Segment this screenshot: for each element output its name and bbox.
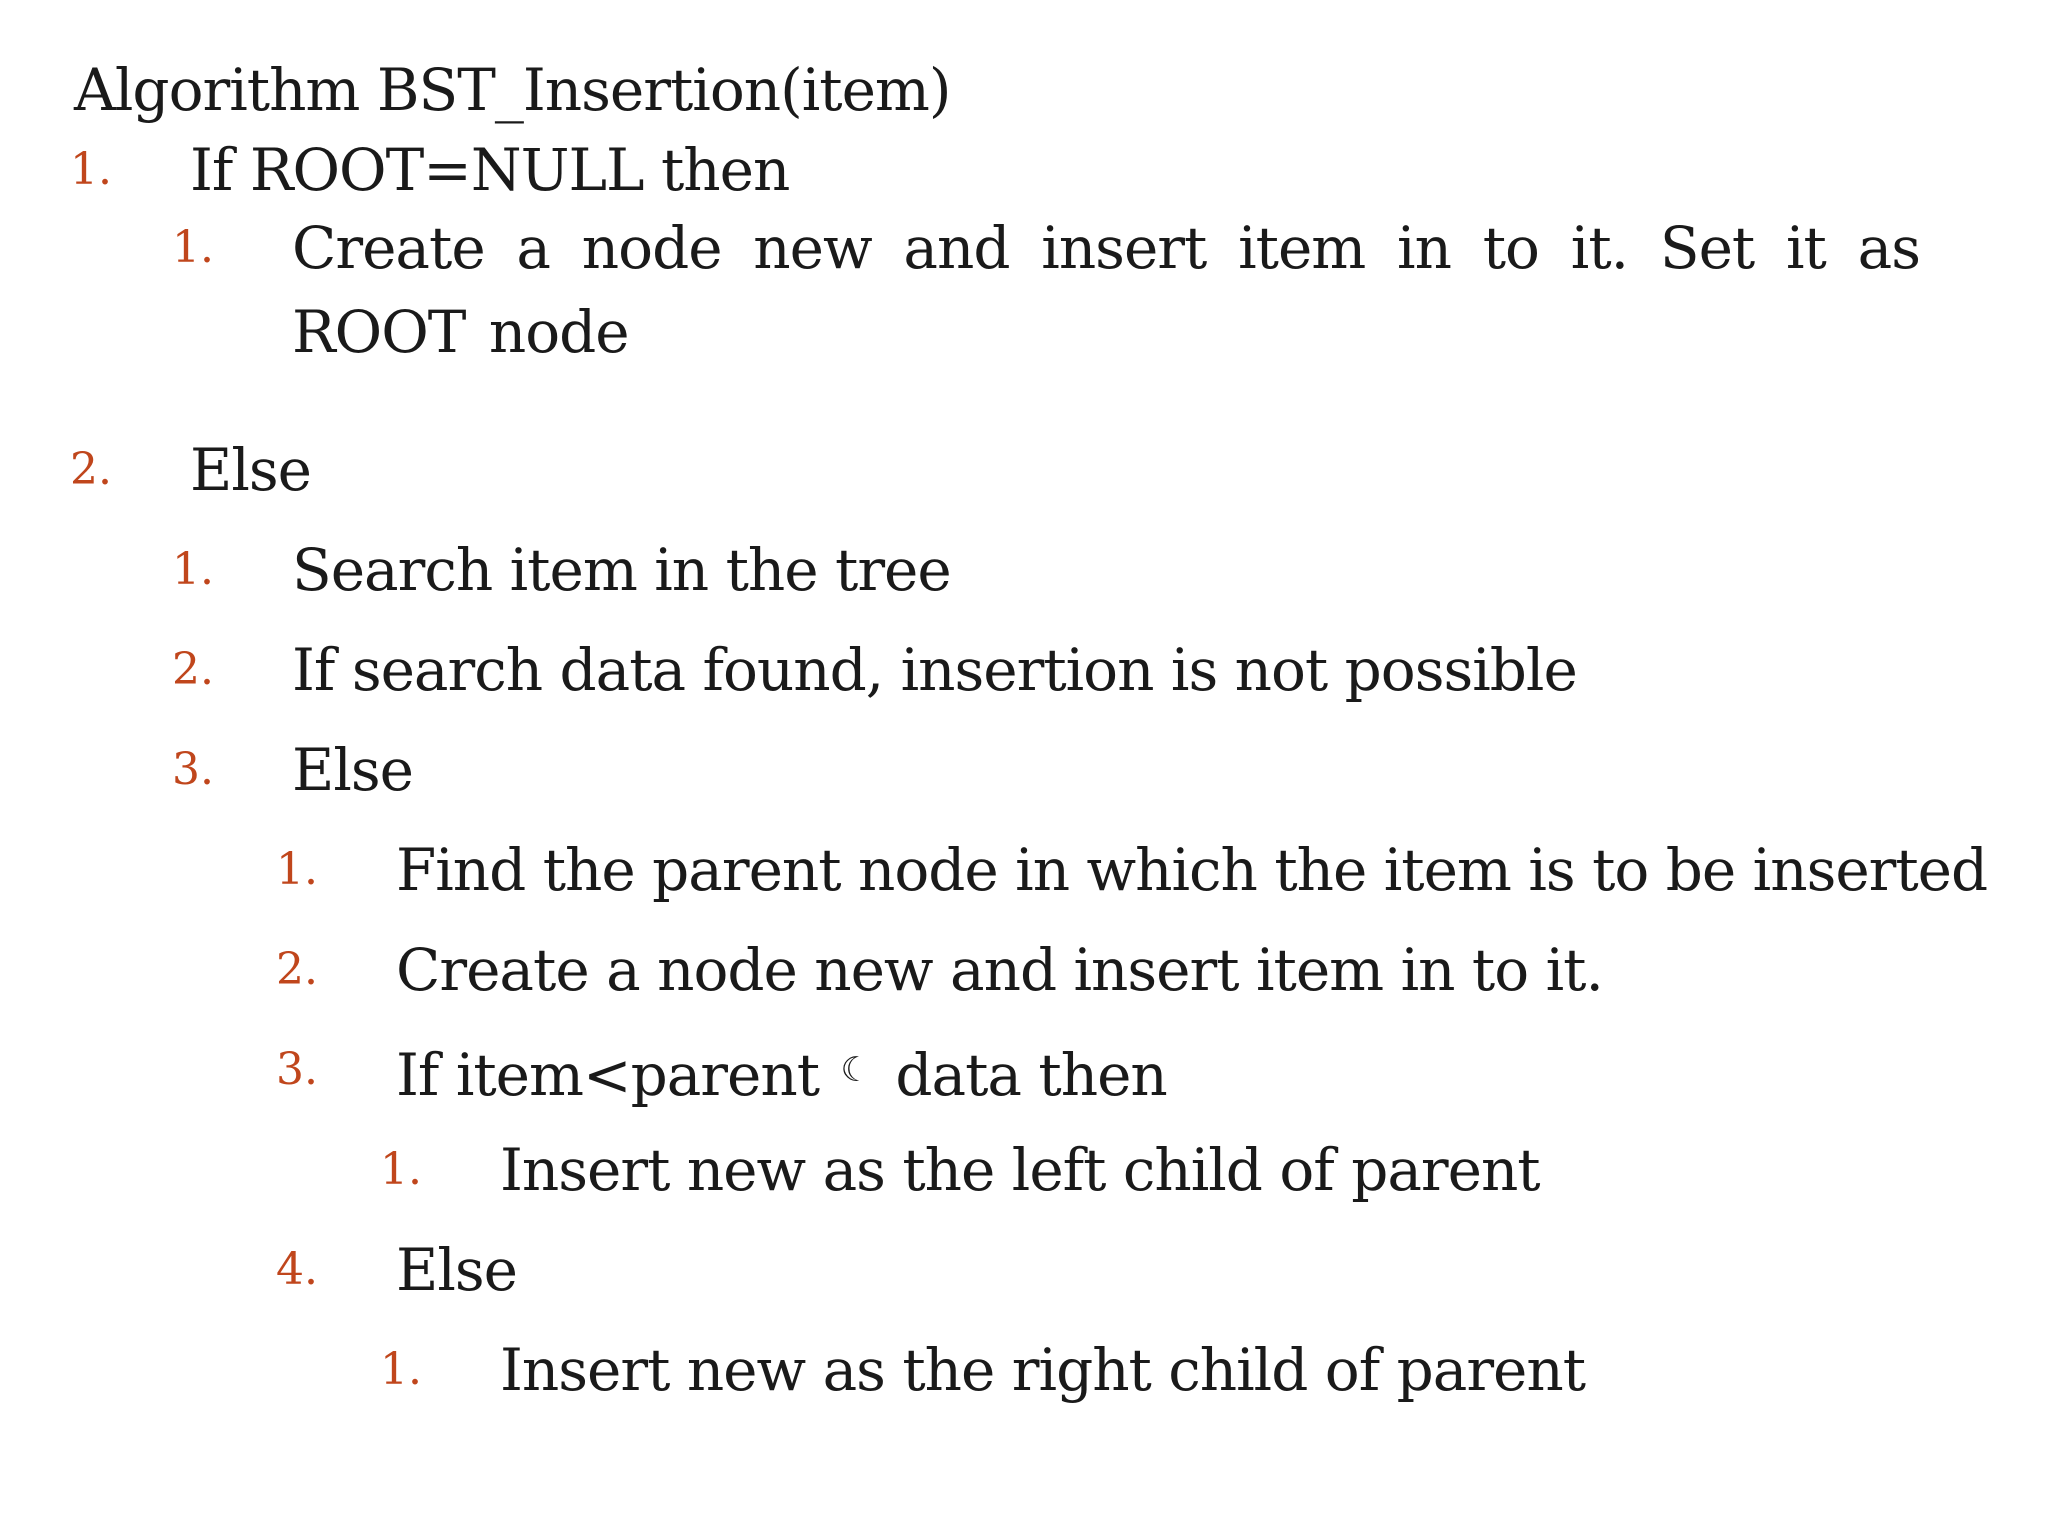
step-text-after: data then (895, 1041, 1167, 1109)
step-text: Else (190, 436, 311, 504)
step-text: Create a node new and insert item in to it. (396, 936, 1603, 1004)
step-number: 2. (276, 944, 318, 995)
step-number: 2. (172, 644, 214, 695)
moon-symbol-icon: ☾ (840, 1050, 870, 1090)
step-number: 1. (172, 544, 214, 595)
algorithm-title: Algorithm BST_Insertion(item) (74, 56, 951, 124)
step-number: 2. (70, 444, 112, 495)
step-text: Else (292, 736, 413, 804)
step-number: 3. (276, 1044, 318, 1095)
step-number: 1. (172, 222, 214, 273)
step-text: Create a node new and insert item in to it. Set it as ROOT node (292, 214, 1920, 366)
step-text: Find the parent node in which the item is to be inserted (396, 836, 1988, 904)
step-text: If ROOT=NULL then (190, 136, 790, 204)
step-text (396, 1028, 1167, 1117)
step-text: Search item in the tree (292, 536, 951, 604)
step-number: 1. (380, 1344, 422, 1395)
step-number: 4. (276, 1244, 318, 1295)
step-number: 3. (172, 744, 214, 795)
step-number: 1. (70, 144, 112, 195)
step-text: If search data found, insertion is not possible (292, 636, 1577, 704)
step-number: 1. (380, 1144, 422, 1195)
step-text: Else (396, 1236, 517, 1304)
step-text: Insert new as the left child of parent (500, 1136, 1540, 1204)
step-number: 1. (276, 844, 318, 895)
step-text: Insert new as the right child of parent (500, 1336, 1586, 1404)
step-text-before: If item<parent (396, 1041, 820, 1109)
